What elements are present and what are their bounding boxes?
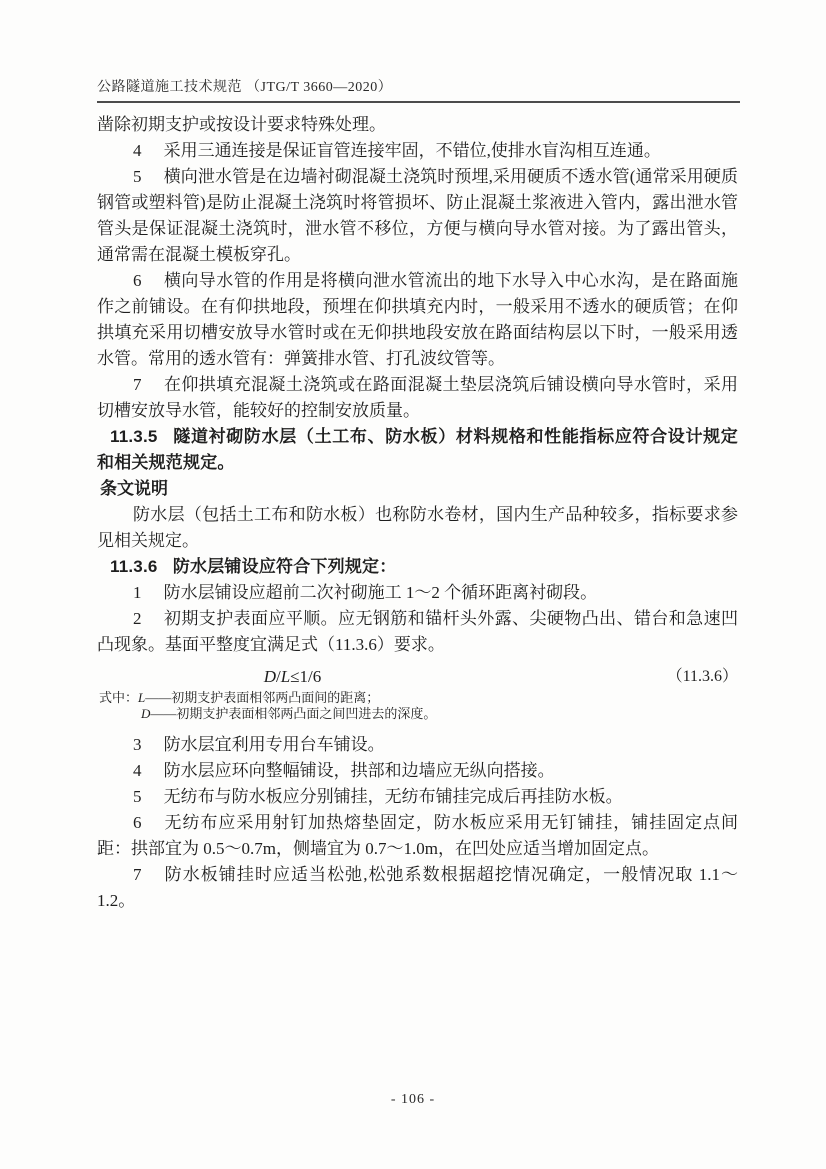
formula-var-d: D xyxy=(263,667,276,686)
commentary-item-5 xyxy=(97,164,738,268)
item-text: 防水层宜利用专用台车铺设。 xyxy=(163,735,385,754)
clause-11-3-6 xyxy=(97,554,738,580)
clause-number: 11.3.6 xyxy=(110,557,158,576)
clause-11-3-5 xyxy=(97,424,738,476)
where-label: 式中： xyxy=(99,690,139,705)
where-def-l xyxy=(97,690,738,706)
commentary-item-4 xyxy=(97,138,738,164)
formula-number: （11.3.6） xyxy=(666,668,738,685)
item-text: 无纺布应采用射钉加热熔垫固定，防水板应采用无钉铺挂，铺挂固定点间距：拱部宜为 0.5～0.7m，侧墙宜为 0.7～1.0m，在凹处应适当增加固定点。 xyxy=(97,813,738,858)
item-number: 6 xyxy=(133,271,142,290)
formula-row xyxy=(97,664,738,690)
item-number: 7 xyxy=(133,865,142,884)
item-number: 5 xyxy=(133,167,142,186)
formula-expression xyxy=(97,664,488,690)
definition-text: 初期支护表面相邻两凸面之间凹进去的深度。 xyxy=(176,706,437,721)
symbol-l: L xyxy=(138,690,146,705)
item-number: 6 xyxy=(133,813,142,832)
dash: —— xyxy=(150,706,177,721)
commentary-paragraph: 防水层（包括土工布和防水板）也称防水卷材，国内生产品种较多，指标要求参见相关规定。 xyxy=(97,505,738,550)
clause-item-4 xyxy=(97,758,738,784)
clause-item-5 xyxy=(97,784,738,810)
clause-item-6 xyxy=(97,810,738,862)
item-number: 5 xyxy=(133,787,142,806)
commentary-item-7 xyxy=(97,372,738,424)
dash: —— xyxy=(145,690,172,705)
item-number: 4 xyxy=(133,141,142,160)
item-number: 4 xyxy=(133,761,142,780)
continuation-paragraph: 凿除初期支护或按设计要求特殊处理。 xyxy=(97,115,386,134)
item-number: 3 xyxy=(133,735,142,754)
clause-text: 隧道衬砌防水层（土工布、防水板）材料规格和性能指标应符合设计规定和相关规范规定。 xyxy=(97,427,738,472)
item-text: 初期支护表面应平顺。应无钢筋和锚杆头外露、尖硬物凸出、错台和急速凹凸现象。基面平整度宜满足式（11.3.6）要求。 xyxy=(97,609,738,654)
item-text: 在仰拱填充混凝土浇筑或在路面混凝土垫层浇筑后铺设横向导水管时，采用切槽安放导水管，能较好的控制安放质量。 xyxy=(97,375,738,420)
main-text-block xyxy=(97,112,738,914)
item-text: 防水层应环向整幅铺设，拱部和边墙应无纵向搭接。 xyxy=(163,761,555,780)
clause-intro: 防水层铺设应符合下列规定： xyxy=(172,557,397,576)
definition-text: 初期支护表面相邻两凸面间的距离； xyxy=(171,690,380,705)
formula-rhs: ≤1/6 xyxy=(290,667,322,686)
clause-item-2 xyxy=(97,606,738,658)
item-text: 横向泄水管是在边墙衬砌混凝土浇筑时预埋,采用硬质不透水管(通常采用硬质钢管或塑料管)是防止混凝土浇筑时将管损坏、防止混凝土浆液进入管内，露出泄水管管头是保证混凝土浇筑时，泄水管不移位，方便与横向导水管对接。为了露出管头，通常需在混凝土模板穿孔。 xyxy=(97,167,738,264)
formula-var-l: L xyxy=(280,667,291,686)
page-footer xyxy=(0,1092,826,1108)
item-number: 2 xyxy=(133,609,142,628)
commentary-item-6 xyxy=(97,268,738,372)
item-number: 1 xyxy=(133,583,142,602)
item-text: 采用三通连接是保证盲管连接牢固，不错位,使排水盲沟相互连通。 xyxy=(163,141,661,160)
item-text: 无纺布与防水板应分别铺挂，无纺布铺挂完成后再挂防水板。 xyxy=(163,787,623,806)
clause-item-1 xyxy=(97,580,738,606)
page-number: - 106 - xyxy=(390,1092,436,1107)
formula-slash: / xyxy=(276,667,281,686)
item-number: 7 xyxy=(133,375,142,394)
formula-where-block xyxy=(97,690,738,722)
clause-number: 11.3.5 xyxy=(110,427,158,446)
item-text: 防水层铺设应超前二次衬砌施工 1～2 个循环距离衬砌段。 xyxy=(163,583,598,602)
header-title: 公路隧道施工技术规范 （JTG/T 3660—2020） xyxy=(97,80,393,95)
commentary-heading: 条文说明 xyxy=(100,479,168,498)
clause-item-7 xyxy=(97,862,738,914)
item-text: 防水板铺挂时应适当松弛,松弛系数根据超挖情况确定，一般情况取 1.1～1.2。 xyxy=(97,865,738,910)
where-def-d xyxy=(97,706,738,722)
item-text: 横向导水管的作用是将横向泄水管流出的地下水导入中心水沟，是在路面施作之前铺设。在有仰拱地段，预埋在仰拱填充内时，一般采用不透水的硬质管；在仰拱填充采用切槽安放导水管时或在无仰拱地段安放在路面结构层以下时，一般采用透水管。常用的透水管有：弹簧排水管、打孔波纹管等。 xyxy=(97,271,738,368)
clause-item-3 xyxy=(97,732,738,758)
running-header xyxy=(97,76,740,103)
symbol-d: D xyxy=(141,706,151,721)
